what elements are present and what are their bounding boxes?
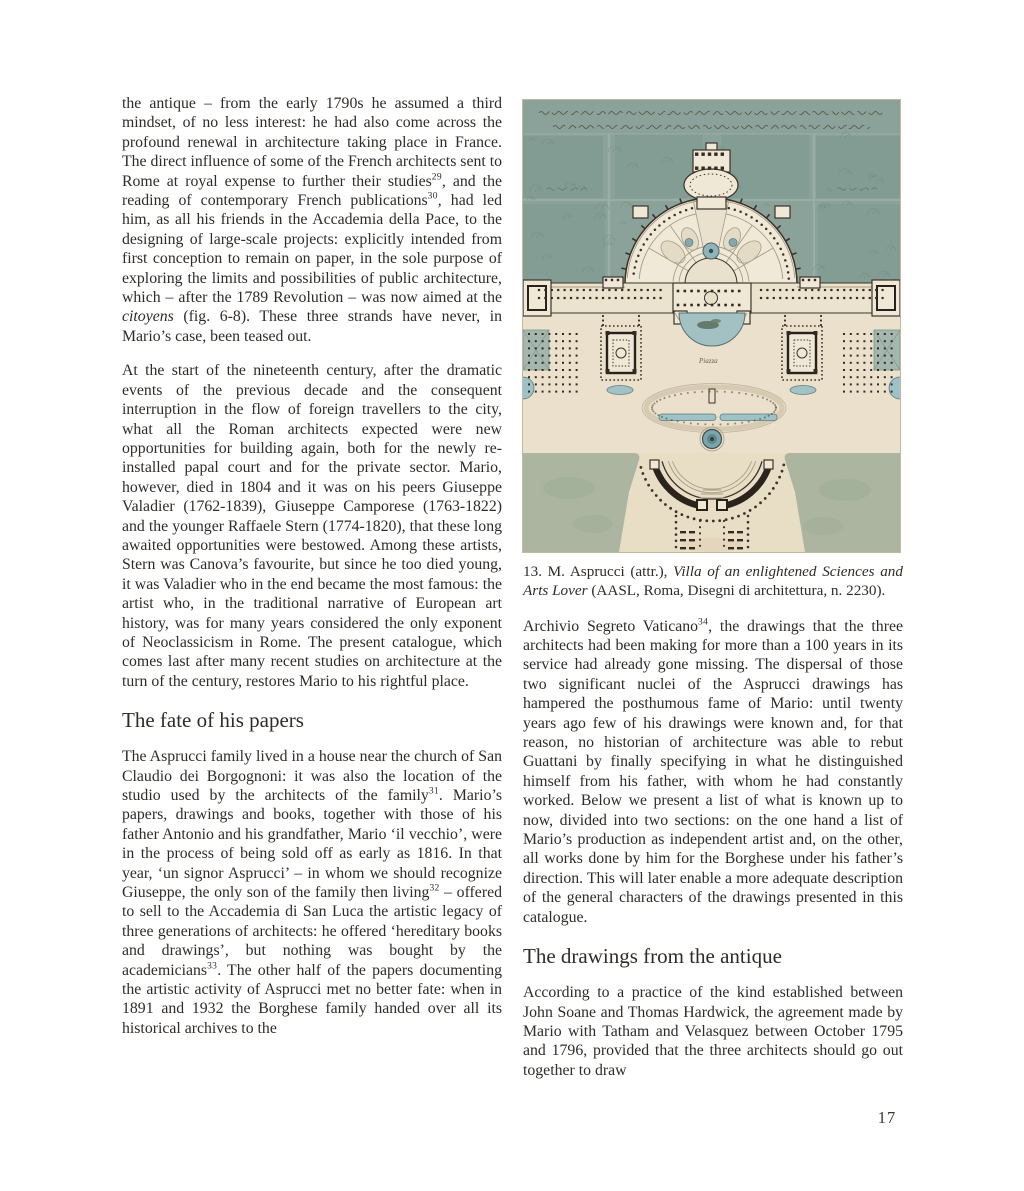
body-paragraph: the antique – from the early 1790s he assumed a third mindset, of no less interest: he had also come across the profound renewal in architecture taking place in France. The direct influence of some of the French architects sent to Rome at royal expense to further their studies$^{29}$, and the reading of contemporary French publications$^{30}$, had led him, as all his friends in the Accademia della Pace, to the designing of large-scale projects: explicitly intended from first conception to remain on paper, in the sole purpose of exploring the limits and possibilities of public architecture, which – after the 1789 Revolution – was now aimed at the citoyens (fig. 6-8). These three strands have never, in Mario’s case, been teased out. [122,95,502,345]
body-paragraph: The Asprucci family lived in a house near the church of San Claudio dei Borgognoni: it was also the location of the studio used by the architects of the family$^{31}$. Mario’s papers, drawings and books, together with those of his father Antonio and his grandfather, Mario ‘il vecchio’, were in the process of being sold off as early as 1816. In that year, ‘un signor Asprucci’ – in whom we should recognize Giuseppe, the only son of the family then living$^{32}$ – offered to sell to the Accademia di San Luca the artistic legacy of three generations of architects: he offered ‘hereditary books and drawings’, but nothing was bought by the academicians$^{33}$. The other half of the papers documenting the artistic activity of Asprucci met no better fate: when in 1891 and 1932 the Borghese family handed over all its historical archives to the [122,748,503,1037]
figure-caption: 13. M. Asprucci (attr.), Villa of an enlightened Sciences and Arts Lover (AASL, Roma, Disegni di architettura, n. 2230). [523,563,903,600]
figure-13 [523,100,903,601]
piazza-label: Piazza [699,357,718,365]
lower-lawns [523,453,900,552]
villa-plan-drawing [523,100,900,552]
right-column-text [523,617,903,1081]
right-text-column [523,100,903,1080]
section-heading: The fate of his papers [122,708,304,733]
body-paragraph: Archivio Segreto Vaticano$^{34}$, the drawings that the three architects had been making for more than a 100 years in its service had already gone missing. The dispersal of those two significant nuclei of the Asprucci drawings has hampered the posthumous fame of Mario: until twenty years ago few of his drawings were known and, for that reason, no historian of architecture was able to rebut Guattani by finally specifying in what he distinguished himself from his father, with whom he had constantly worked. Below we present a list of what is known up to now, divided into two sections: on the one hand a list of Mario’s production as independent artist and, on the other, all works done by him for the Borghese under his father’s direction. This will later enable a more adequate description of the general characters of the drawings presented in this catalogue. [523,617,903,926]
round-fountain [700,427,724,451]
page-number: 17 [877,1108,897,1127]
body-paragraph: At the start of the nineteenth century, after the dramatic events of the previous decade and the consequent interruption in the flow of foreign travellers to the city, what all the Roman architects expected were new opportunities for building again, both for the newly re-installed papal court and for the private sector. Mario, however, died in 1804 and it was on his peers Giuseppe Valadier (1762-1839), Giuseppe Camporese (1763-1822) and the younger Raffaele Stern (1774-1820), that these long awaited opportunities were bestowed. Among these artists, Stern was Canova’s favourite, but since he too died young, it was Valadier who in the end became the most famous: the artist who, in the traditional narrative of European art history, was for many years considered the only exponent of Neoclassicism in Rome. The present catalogue, which comes last after many recent studies on architecture at the turn of the century, restores Mario to his rightful place. [122,362,502,690]
body-paragraph: According to a practice of the kind established between John Soane and Thomas Hardwick, the agreement made by Mario with Tatham and Velasquez between October 1795 and 1796, provided that the three architects should go out together to draw [523,984,903,1079]
section-heading: The drawings from the antique [523,944,782,969]
figure-plan-image [523,100,900,552]
left-text-column [122,94,502,1038]
